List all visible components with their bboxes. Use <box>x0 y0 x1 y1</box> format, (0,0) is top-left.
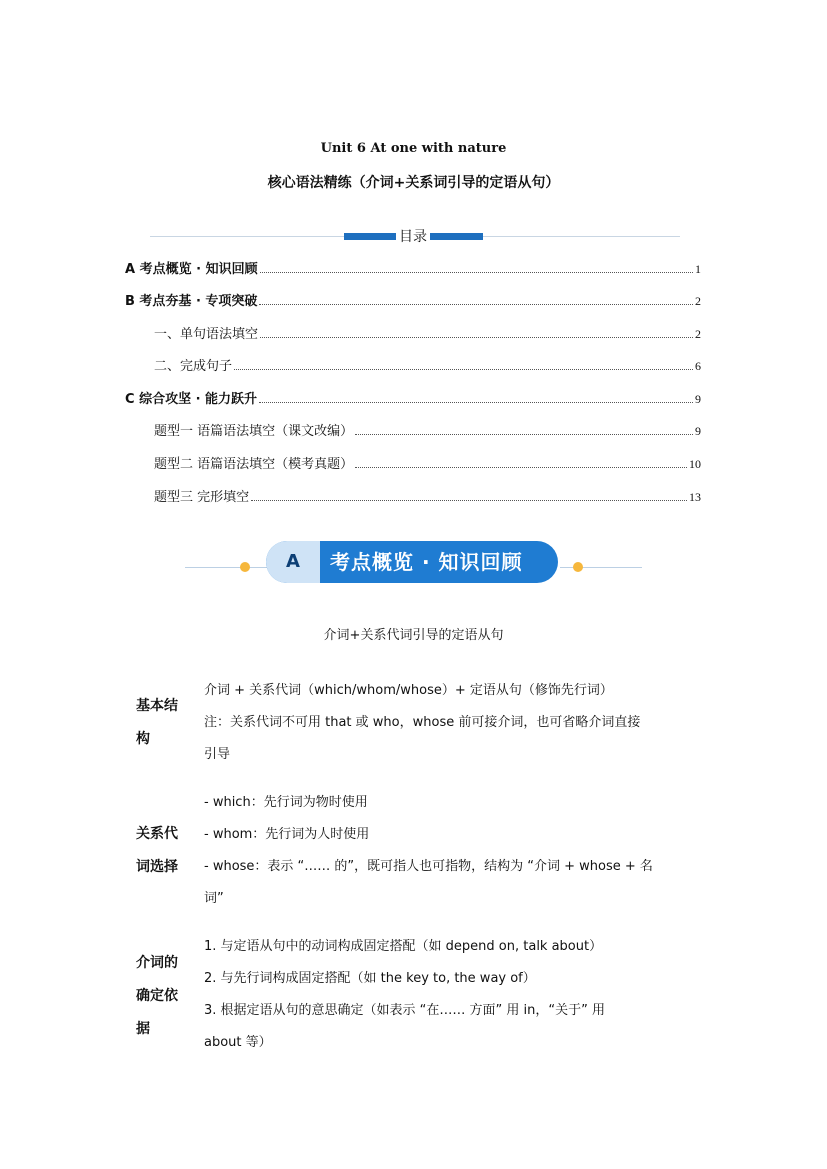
toc-leader <box>355 434 693 435</box>
toc-entry-page: 1 <box>695 262 701 276</box>
toc-entry-page: 2 <box>695 294 701 308</box>
row-line: 2. 与先行词构成固定搭配（如 the key to, the way of） <box>204 971 536 986</box>
toc-bar-right <box>430 233 483 240</box>
toc-leader <box>260 337 693 338</box>
row-line: - which：先行词为物时使用 <box>204 795 368 810</box>
row-line: 1. 与定语从句中的动词构成固定搭配（如 depend on, talk about） <box>204 939 603 954</box>
toc-entry-page: 13 <box>689 490 701 504</box>
toc-entry-page: 6 <box>695 359 701 373</box>
row-line: 注：关系代词不可用 that 或 who，whose 前可接介词，也可省略介词直接 <box>204 715 641 730</box>
toc-leader <box>251 500 687 501</box>
toc-entry[interactable] <box>154 421 701 439</box>
row-line: 引导 <box>204 747 231 762</box>
banner-line-left <box>185 567 267 568</box>
row-header: 基本结构 <box>136 698 178 747</box>
toc-leader <box>259 402 693 403</box>
section-a-banner <box>266 541 558 583</box>
row-line: 3. 根据定语从句的意思确定（如表示 “在…… 方面” 用 in，“关于” 用 <box>204 1003 605 1018</box>
toc-entry-label: 二、完成句子 <box>154 359 233 374</box>
row-line: about 等） <box>204 1035 272 1050</box>
row-line: 介词 + 关系代词（which/whom/whose）+ 定语从句（修饰先行词） <box>204 683 613 698</box>
row-header: 介词的确定依据 <box>136 955 178 1037</box>
toc-entry-page: 9 <box>695 424 701 438</box>
toc-entry-label: 题型一 语篇语法填空（课文改编） <box>154 424 354 439</box>
unit-title: Unit 6 At one with nature <box>320 141 507 156</box>
toc-entry-label: A 考点概览 · 知识回顾 <box>125 262 258 277</box>
section-badge: A <box>266 541 320 583</box>
toc-entry[interactable] <box>154 356 701 374</box>
toc-entry-page: 10 <box>689 457 701 471</box>
toc-entry-label: B 考点夯基 · 专项突破 <box>125 294 258 309</box>
toc-entry-label: 题型三 完形填空 <box>154 490 250 505</box>
toc-entry-page: 2 <box>695 327 701 341</box>
row-header: 关系代词选择 <box>136 826 178 875</box>
toc-entry[interactable] <box>125 389 701 407</box>
toc-entry[interactable] <box>154 487 701 505</box>
section-title: 考点概览 · 知识回顾 <box>330 550 523 574</box>
toc-leader <box>260 272 693 273</box>
row-body <box>204 675 699 771</box>
row-line: - whom：先行词为人时使用 <box>204 827 370 842</box>
toc-bar-left <box>344 233 396 240</box>
toc-leader <box>234 369 693 370</box>
section-subhead: 介词+关系代词引导的定语从句 <box>323 628 504 643</box>
row-body <box>204 931 699 1059</box>
toc-entry[interactable] <box>125 259 701 277</box>
row-line: 词” <box>204 891 224 906</box>
toc-entry-label: C 综合攻坚 · 能力跃升 <box>125 392 258 407</box>
toc-entry-label: 题型二 语篇语法填空（模考真题） <box>154 457 354 472</box>
banner-dot-left <box>240 562 250 572</box>
toc-leader <box>355 467 687 468</box>
row-line: - whose：表示 “…… 的”，既可指人也可指物，结构为 “介词 + whose + 名 <box>204 859 653 874</box>
main-title: 核心语法精练（介词+关系词引导的定语从句） <box>267 175 560 191</box>
toc-entry[interactable] <box>125 291 701 309</box>
toc-entry-label: 一、单句语法填空 <box>154 327 259 342</box>
banner-dot-right <box>573 562 583 572</box>
toc-entry-page: 9 <box>695 392 701 406</box>
toc-entry[interactable] <box>154 324 701 342</box>
row-body <box>204 787 699 915</box>
toc-entry[interactable] <box>154 454 701 472</box>
toc-label: 目录 <box>396 226 430 246</box>
toc-leader <box>259 304 693 305</box>
